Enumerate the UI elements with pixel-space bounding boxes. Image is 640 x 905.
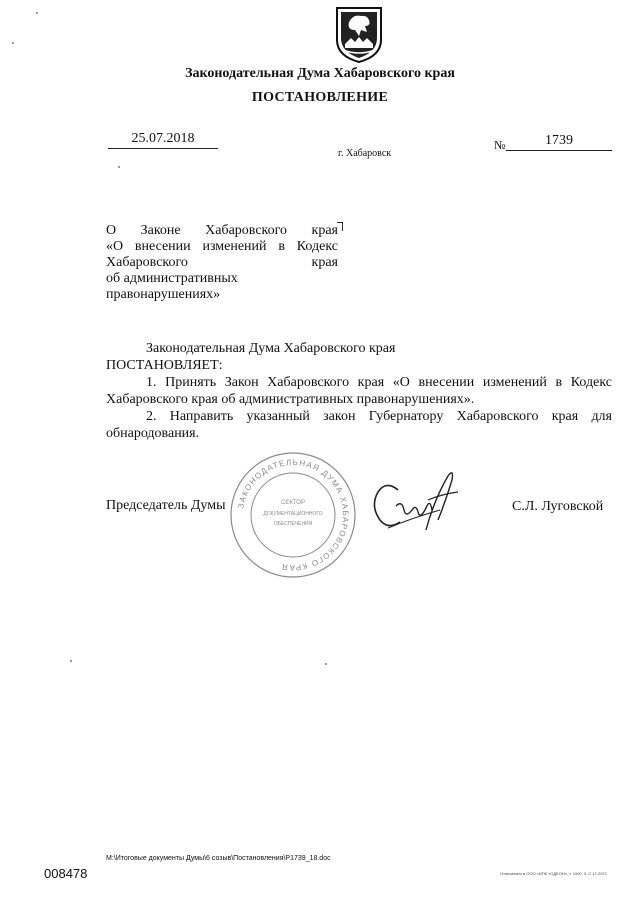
subject-corner-mark	[337, 222, 343, 231]
document-date: 25.07.2018	[131, 131, 195, 146]
subject-line: правонарушениях»	[106, 287, 221, 302]
subject-line: «О внесении изменений в Кодекс	[106, 239, 338, 254]
body-item: 2. Направить указанный закон Губернатору Хабаровского края для	[146, 409, 612, 424]
svg-text:ОБЕСПЕЧЕНИЯ: ОБЕСПЕЧЕНИЯ	[273, 521, 313, 527]
date-underline	[108, 148, 218, 149]
document-type-title: ПОСТАНОВЛЕНИЕ	[251, 90, 389, 105]
scan-speck	[12, 42, 14, 44]
scan-speck	[325, 663, 327, 665]
body-item: 1. Принять Закон Хабаровского края «О внесении изменений в Кодекс	[146, 375, 612, 390]
registration-code: 008478	[44, 866, 88, 881]
svg-text:ЗАКОНОДАТЕЛЬНАЯ ДУМА ХАБАРОВСК: ЗАКОНОДАТЕЛЬНАЯ ДУМА ХАБАРОВСКОГО КРАЯ	[236, 457, 351, 573]
official-stamp	[228, 450, 358, 580]
svg-text:ДОКУМЕНТАЦИОННОГО: ДОКУМЕНТАЦИОННОГО	[263, 511, 323, 517]
scan-speck	[70, 660, 72, 662]
document-city: г. Хабаровск	[338, 148, 392, 159]
subject-line: Хабаровского края	[106, 255, 338, 270]
file-path: M:\Итоговые документы Думы\6 созыв\Постановления\P1739_18.doc	[106, 855, 331, 862]
number-underline	[506, 150, 612, 151]
subject-line: О Законе Хабаровского края	[106, 223, 338, 238]
printer-note: Отпечатано в ООО «ИПК «ОДЕОН», т. 1000, 3. С 17-2071	[500, 871, 608, 876]
signer-name: С.Л. Луговской	[512, 499, 604, 514]
number-label: №	[494, 138, 506, 152]
body-item-continuation: Хабаровского края об административных правонарушениях».	[106, 392, 475, 407]
body-item-continuation: обнародования.	[106, 426, 200, 441]
subject-line: об административных	[106, 271, 238, 286]
document-subject	[106, 223, 338, 303]
scan-speck	[118, 166, 120, 168]
body-resolves: ПОСТАНОВЛЯЕТ:	[106, 358, 223, 373]
document-body	[106, 340, 612, 442]
scan-speck	[36, 12, 38, 14]
svg-text:СЕКТОР: СЕКТОР	[281, 500, 305, 506]
organization-title: Законодательная Дума Хабаровского края	[185, 66, 455, 81]
body-intro: Законодательная Дума Хабаровского края	[146, 341, 396, 356]
coat-of-arms-icon	[331, 4, 387, 64]
document-number: 1739	[545, 133, 573, 148]
signer-role: Председатель Думы	[106, 498, 226, 513]
handwritten-signature	[368, 470, 460, 542]
